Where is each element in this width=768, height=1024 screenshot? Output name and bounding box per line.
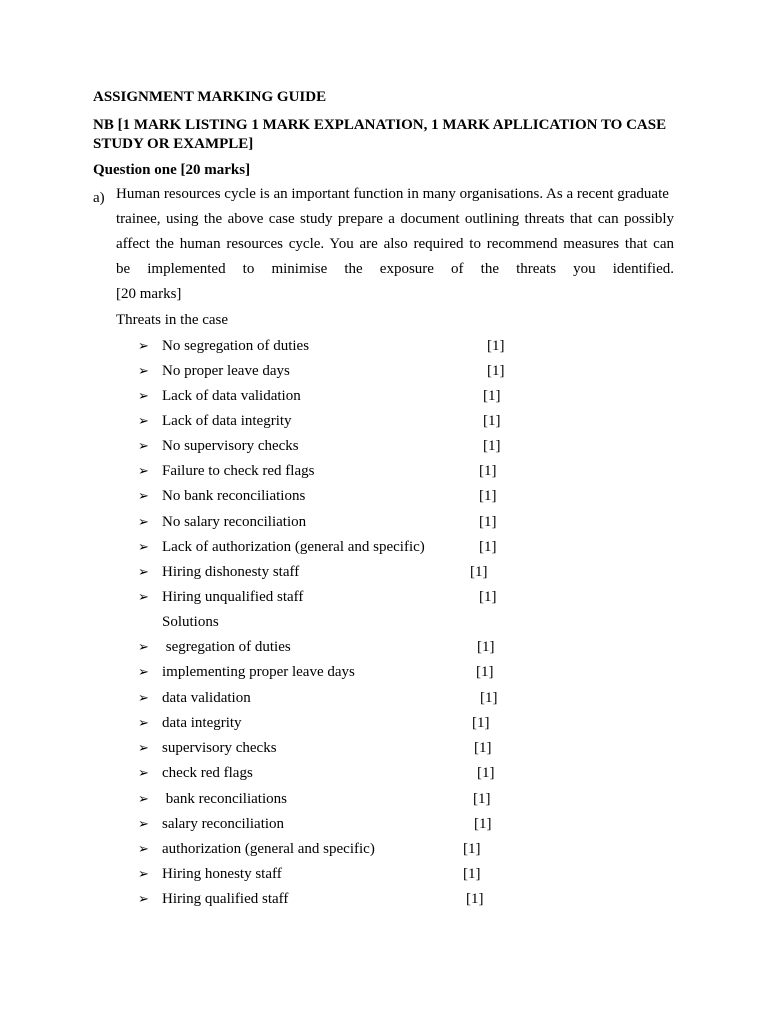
threat-mark: [1] <box>487 363 505 379</box>
threat-text: No bank reconciliations <box>162 488 306 504</box>
arrow-bullet-icon: ➢ <box>138 817 149 832</box>
solution-text: salary reconciliation <box>162 816 285 832</box>
threat-mark: [1] <box>479 539 497 555</box>
solution-text: supervisory checks <box>162 740 277 756</box>
question-heading: Question one [20 marks] <box>93 162 251 178</box>
threat-text: Lack of data validation <box>162 388 301 404</box>
arrow-bullet-icon: ➢ <box>138 364 149 379</box>
solution-text: data validation <box>162 690 251 706</box>
solution-text: authorization (general and specific) <box>162 841 375 857</box>
solution-text: Hiring honesty staff <box>162 866 282 882</box>
arrow-bullet-icon: ➢ <box>138 842 149 857</box>
threat-mark: [1] <box>479 514 497 530</box>
solution-text: implementing proper leave days <box>162 664 355 680</box>
solution-text: segregation of duties <box>162 639 291 655</box>
arrow-bullet-icon: ➢ <box>138 716 149 731</box>
arrow-bullet-icon: ➢ <box>138 339 149 354</box>
arrow-bullet-icon: ➢ <box>138 590 149 605</box>
arrow-bullet-icon: ➢ <box>138 691 149 706</box>
threat-text: No supervisory checks <box>162 438 299 454</box>
arrow-bullet-icon: ➢ <box>138 414 149 429</box>
threat-text: Hiring unqualified staff <box>162 589 304 605</box>
arrow-bullet-icon: ➢ <box>138 867 149 882</box>
marking-note: NB [1 MARK LISTING 1 MARK EXPLANATION, 1 MARK APLLICATION TO CASE STUDY OR EXAMPLE] <box>93 117 667 152</box>
document-title: ASSIGNMENT MARKING GUIDE <box>93 89 327 105</box>
arrow-bullet-icon: ➢ <box>138 741 149 756</box>
question-line: be implemented to minimise the exposure of the threats you identified. <box>116 261 674 277</box>
arrow-bullet-icon: ➢ <box>138 792 149 807</box>
arrow-bullet-icon: ➢ <box>138 439 149 454</box>
arrow-bullet-icon: ➢ <box>138 892 149 907</box>
solution-mark: [1] <box>477 639 495 655</box>
question-line: trainee, using the above case study prepare a document outlining threats that can possibly <box>116 211 674 227</box>
solution-text: data integrity <box>162 715 242 731</box>
solution-mark: [1] <box>473 791 491 807</box>
arrow-bullet-icon: ➢ <box>138 640 149 655</box>
solution-mark: [1] <box>463 866 481 882</box>
threat-text: No salary reconciliation <box>162 514 307 530</box>
question-marker: a) <box>93 190 105 206</box>
arrow-bullet-icon: ➢ <box>138 565 149 580</box>
threat-mark: [1] <box>479 488 497 504</box>
threat-mark: [1] <box>483 413 501 429</box>
arrow-bullet-icon: ➢ <box>138 515 149 530</box>
solution-mark: [1] <box>477 765 495 781</box>
question-line: affect the human resources cycle. You are also required to recommend measures that can <box>116 236 674 252</box>
question-text <box>116 182 674 307</box>
threat-text: Lack of data integrity <box>162 413 292 429</box>
arrow-bullet-icon: ➢ <box>138 489 149 504</box>
solution-mark: [1] <box>466 891 484 907</box>
solution-mark: [1] <box>472 715 490 731</box>
solution-mark: [1] <box>474 740 492 756</box>
arrow-bullet-icon: ➢ <box>138 540 149 555</box>
threat-mark: [1] <box>483 388 501 404</box>
threat-mark: [1] <box>483 438 501 454</box>
arrow-bullet-icon: ➢ <box>138 665 149 680</box>
threat-text: Lack of authorization (general and specific) <box>162 539 425 555</box>
question-line: Human resources cycle is an important function in many organisations. As a recent graduate <box>116 186 669 202</box>
arrow-bullet-icon: ➢ <box>138 389 149 404</box>
threat-text: Failure to check red flags <box>162 463 315 479</box>
threat-mark: [1] <box>470 564 488 580</box>
threat-text: No proper leave days <box>162 363 290 379</box>
threat-mark: [1] <box>479 589 497 605</box>
solution-text: bank reconciliations <box>162 791 287 807</box>
solution-mark: [1] <box>474 816 492 832</box>
threat-mark: [1] <box>487 338 505 354</box>
threats-title: Threats in the case <box>116 312 229 328</box>
solutions-title: Solutions <box>162 614 219 630</box>
solution-text: check red flags <box>162 765 253 781</box>
solution-mark: [1] <box>480 690 498 706</box>
threat-text: Hiring dishonesty staff <box>162 564 300 580</box>
arrow-bullet-icon: ➢ <box>138 766 149 781</box>
threat-text: No segregation of duties <box>162 338 310 354</box>
question-marks: [20 marks] <box>116 286 182 302</box>
solution-mark: [1] <box>476 664 494 680</box>
solution-text: Hiring qualified staff <box>162 891 289 907</box>
solution-mark: [1] <box>463 841 481 857</box>
threat-mark: [1] <box>479 463 497 479</box>
arrow-bullet-icon: ➢ <box>138 464 149 479</box>
